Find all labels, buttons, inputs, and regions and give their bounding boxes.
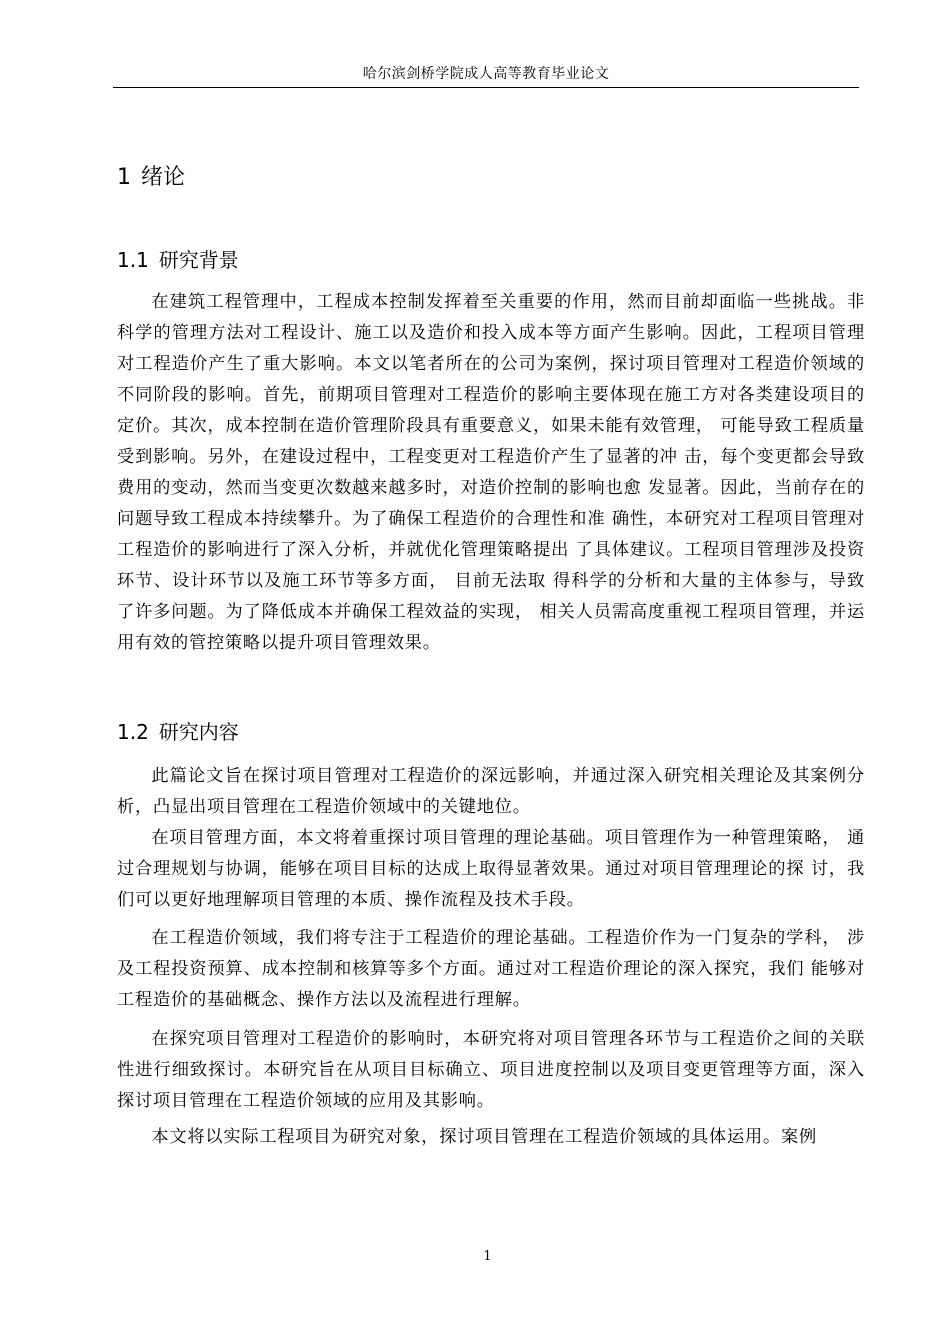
page-number: 1 [483,1249,492,1264]
paragraph: 此篇论文旨在探讨项目管理对工程造价的深远影响，并通过深入研究相关理论及其案例分析，凸显出项目管理在工程造价领域中的关键地位。 [117,766,865,817]
paragraph: 本文将以实际工程项目为研究对象，探讨项目管理在工程造价领域的具体运用。案例 [151,1127,817,1147]
section-heading-1-1 [117,245,239,275]
section-number: 1.1 [117,248,149,272]
paragraph: 在建筑工程管理中，工程成本控制发挥着至关重要的作用，然而目前却面临一些挑战。非科学的管理方法对工程设计、施工以及造价和投入成本等方面产生影响。因此，工程项目管理对工程造价产生了重大影响。本文以笔者所在的公司为案例，探讨项目管理对工程造价领域的不同阶段的影响。首先，前期项目管理对工程造价的影响主要体现在施工方对各类建设项目的定价。其次，成本控制在造价管理阶段具有重要意义，如果未能有效管理， 可能导致工程质量受到影响。另外，在建设过程中，工程变更对工程造价产生了显著的冲 击，每个变更都会导致费用的变动，然而当变更次数越来越多时，对造价控制的影响也愈 发显著。因此，当前存在的问题导致工程成本持续攀升。为了确保工程造价的合理性和准 确性，本研究对工程项目管理对工程造价的影响进行了深入分析，并就优化管理策略提出 了具体建议。工程项目管理涉及投资环节、设计环节以及施工环节等多方面， 目前无法取 得科学的分析和大量的主体参与，导致了许多问题。为了降低成本并确保工程效益的实现， 相关人员需高度重视工程项目管理，并运用有效的管控策略以提升项目管理效果。 [117,292,865,653]
chapter-title: 绪论 [141,165,186,190]
chapter-number: 1 [117,165,131,190]
section-heading-1-2 [117,717,239,747]
section-title: 研究背景 [158,248,239,272]
header-rule [113,87,859,88]
chapter-heading [117,162,185,194]
paragraph: 在探究项目管理对工程造价的影响时，本研究将对项目管理各环节与工程造价之间的关联性进行细致探讨。本研究旨在从项目目标确立、项目进度控制以及项目变更管理等方面，深入探讨项目管理在工程造价领域的应用及其影响。 [117,1029,865,1111]
section-title: 研究内容 [158,720,239,744]
running-header: 哈尔滨剑桥学院成人高等教育毕业论文 [362,66,610,82]
paragraph: 在工程造价领域，我们将专注于工程造价的理论基础。工程造价作为一门复杂的学科， 涉及工程投资预算、成本控制和核算等多个方面。通过对工程造价理论的深入探究，我们 能够对工程造价的基础概念、操作方法以及流程进行理解。 [117,928,865,1010]
section-number: 1.2 [117,720,149,744]
paragraph: 在项目管理方面，本文将着重探讨项目管理的理论基础。项目管理作为一种管理策略， 通过合理规划与协调，能够在项目目标的达成上取得显著效果。通过对项目管理理论的探 讨，我们可以更好地理解项目管理的本质、操作流程及技术手段。 [117,828,865,910]
